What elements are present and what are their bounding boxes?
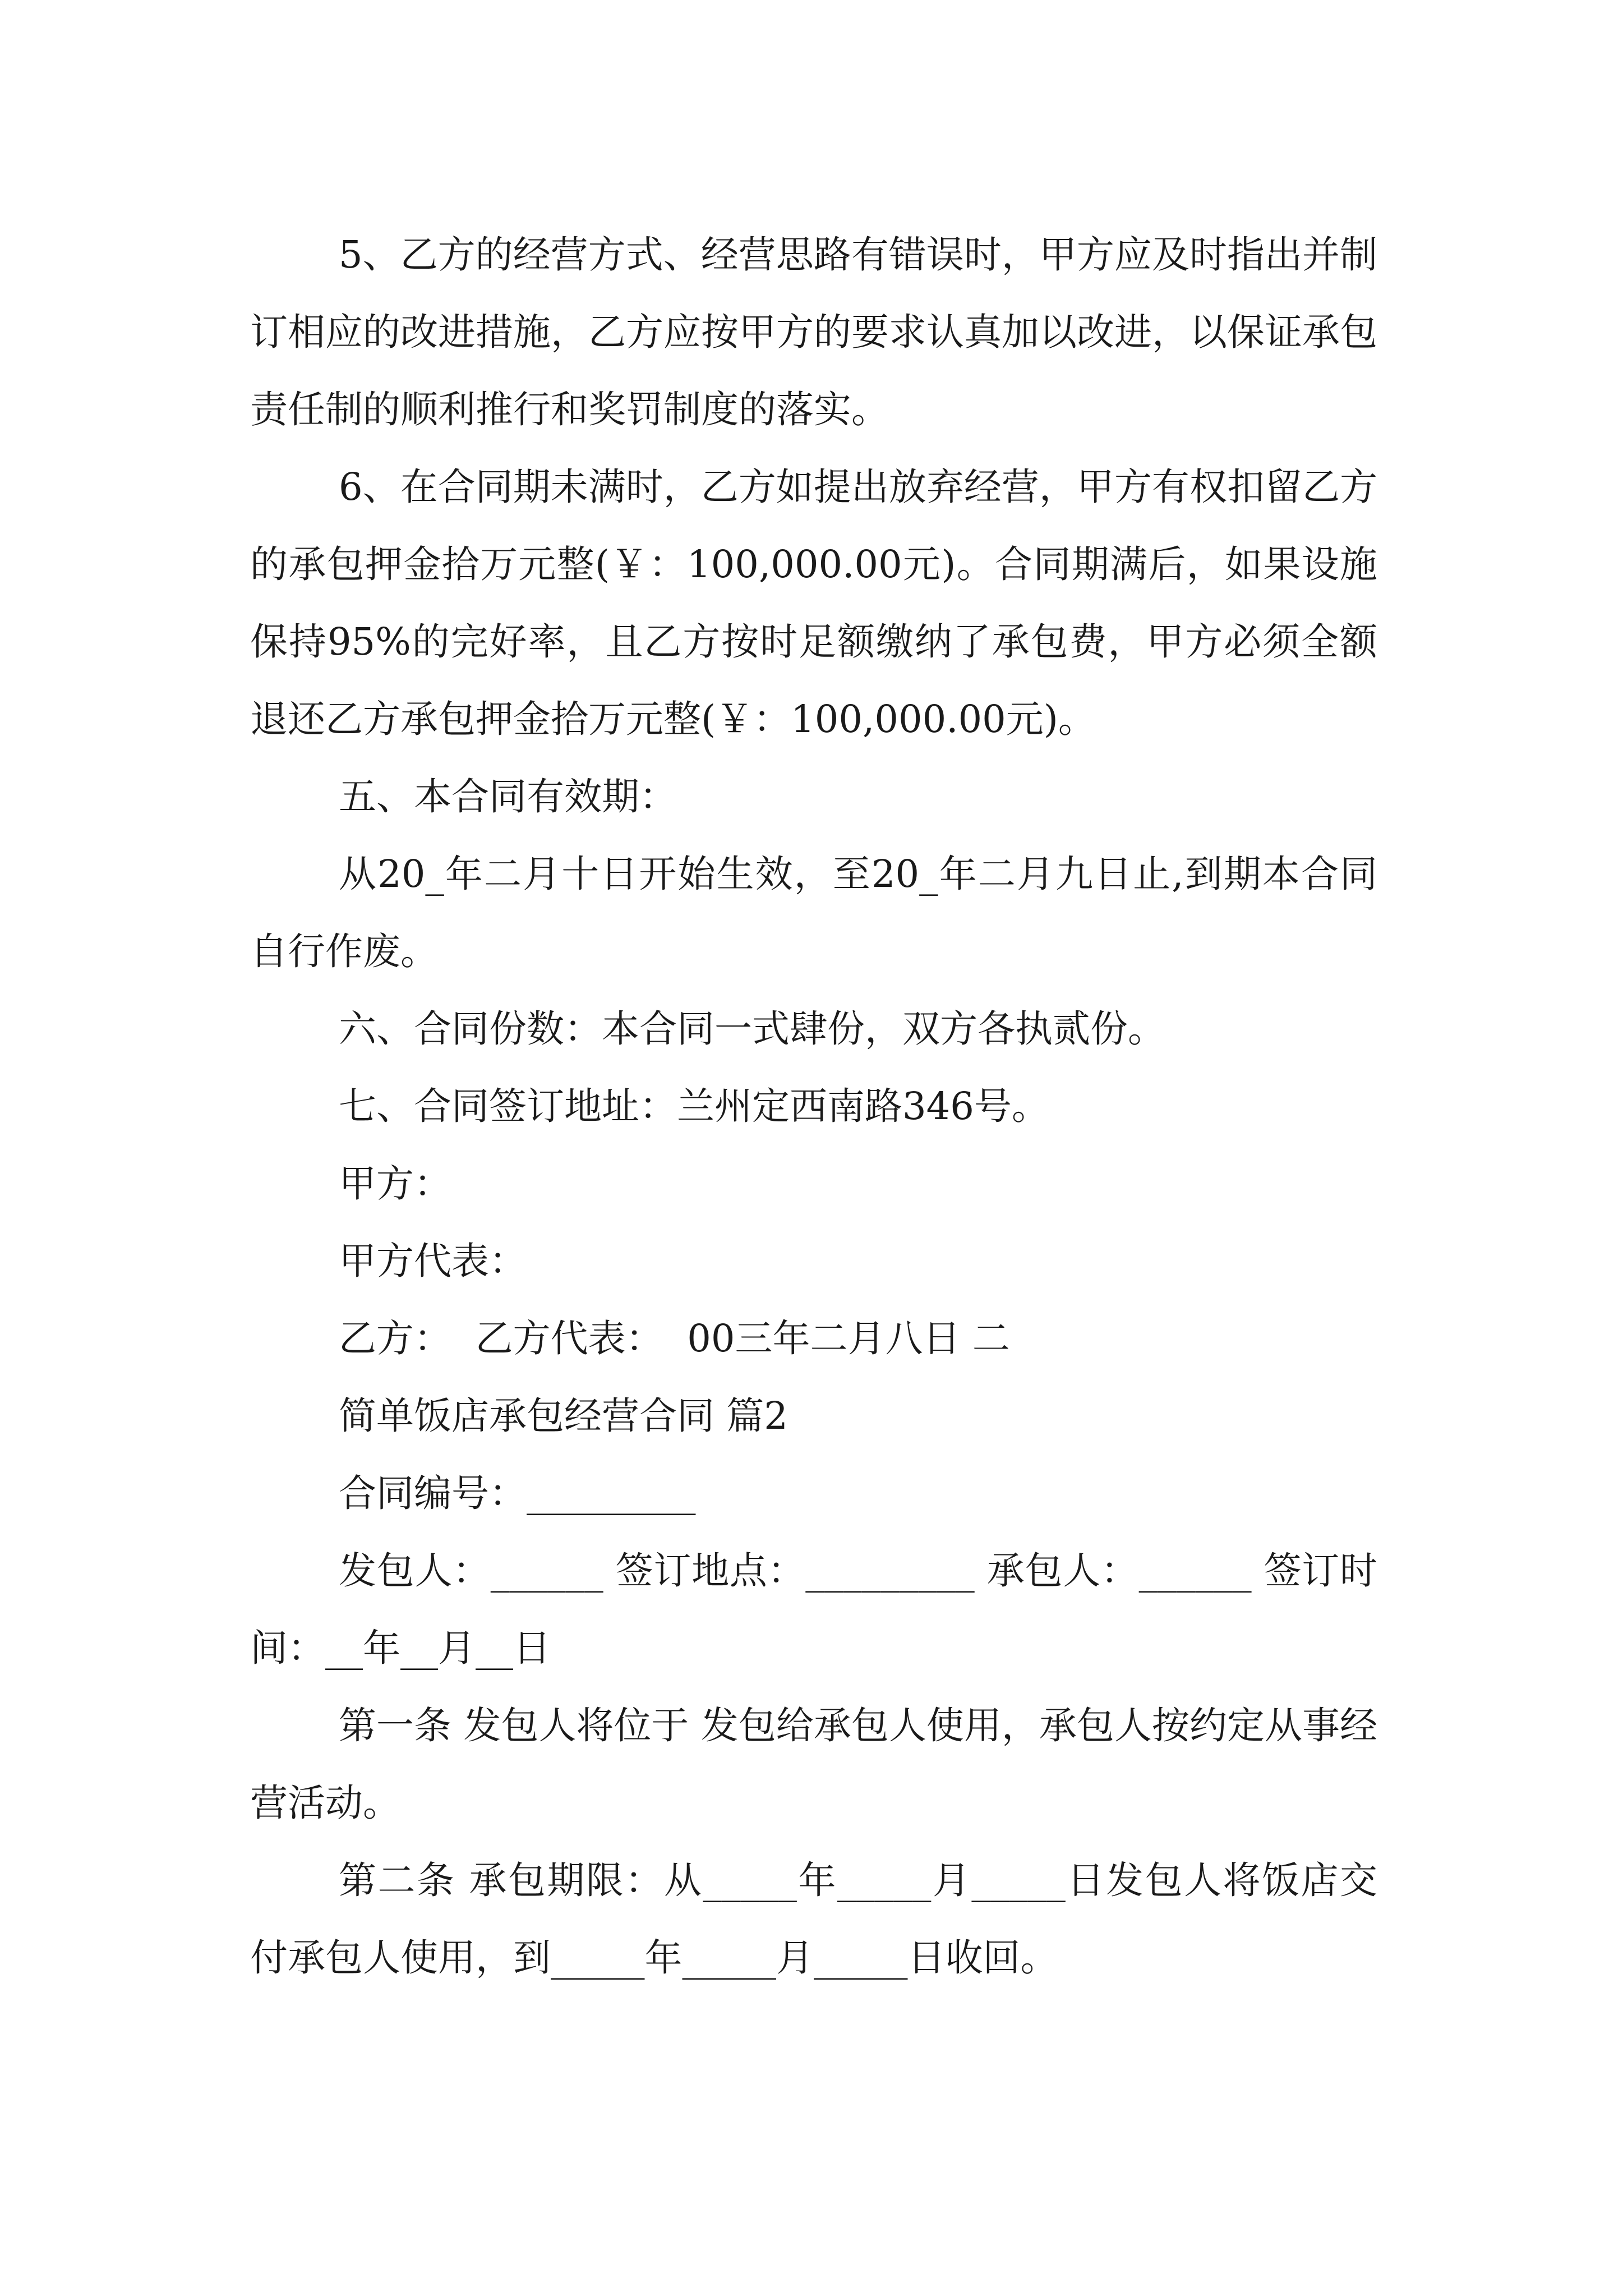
article-1: 第一条 发包人将位于 发包给承包人使用，承包人按约定从事经营活动。 xyxy=(250,1704,1377,1825)
contract-parties-line: 发包人：______ 签订地点：_________ 承包人：______ 签订时间：__年__月__日 xyxy=(250,1549,1378,1670)
paragraph-clause-6: 6、在合同期未满时，乙方如提出放弃经营，甲方有权扣留乙方的承包押金拾万元整(￥：100,000.00元)。合同期满后，如果设施保持95%的完好率，且乙方按时足额缴纳了承包费，甲方必须全额退还乙方承包押金拾万元整(￥：100,000.00元)。 xyxy=(250,465,1377,741)
paragraph-signing-address: 七、合同签订地址：兰州定西南路346号。 xyxy=(339,1084,1049,1128)
contract-title-part-2: 简单饭店承包经营合同 篇2 xyxy=(339,1394,788,1438)
signature-party-a: 甲方： xyxy=(339,1162,451,1205)
article-2: 第二条 承包期限：从_____年_____月_____日发包人将饭店交付承包人使用，到_____年_____月_____日收回。 xyxy=(250,1858,1377,1980)
paragraph-copies: 六、合同份数：本合同一式肆份，双方各执贰份。 xyxy=(339,1007,1165,1051)
contract-number-line: 合同编号：_________ xyxy=(339,1471,696,1515)
document-body xyxy=(250,216,1377,1996)
section-heading-validity: 五、本合同有效期： xyxy=(339,775,677,818)
paragraph-clause-5: 5、乙方的经营方式、经营思路有错误时，甲方应及时指出并制订相应的改进措施，乙方应按甲方的要求认真加以改进，以保证承包责任制的顺利推行和奖罚制度的落实。 xyxy=(250,233,1377,431)
signature-party-b-line: 乙方： 乙方代表： 00三年二月八日 二 xyxy=(339,1317,1010,1360)
paragraph-validity-period: 从20_年二月十日开始生效，至20_年二月九日止,到期本合同自行作废。 xyxy=(250,852,1377,973)
signature-party-a-representative: 甲方代表： xyxy=(339,1239,527,1283)
